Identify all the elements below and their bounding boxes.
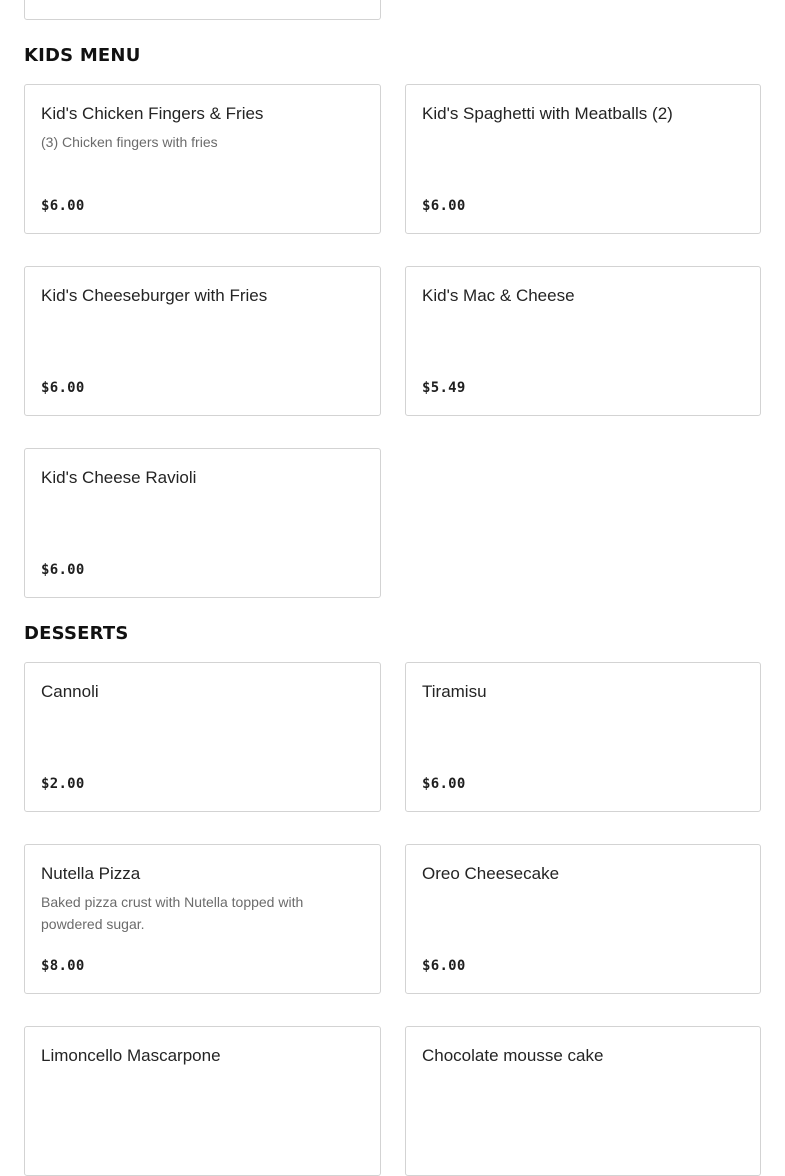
menu-item-card[interactable] xyxy=(24,84,381,234)
menu-item-card[interactable] xyxy=(24,0,381,20)
item-name: Kid's Spaghetti with Meatballs (2) xyxy=(422,104,673,123)
item-price: $6.00 xyxy=(422,958,466,974)
item-price: $6.00 xyxy=(41,198,85,214)
item-price: $6.00 xyxy=(422,198,466,214)
menu-item-card[interactable] xyxy=(24,448,381,598)
menu-item-card[interactable] xyxy=(24,662,381,812)
item-name: Nutella Pizza xyxy=(41,864,141,883)
menu-item-card[interactable] xyxy=(24,266,381,416)
item-price: $8.00 xyxy=(41,958,85,974)
item-description: (3) Chicken fingers with fries xyxy=(41,134,218,150)
item-price: $6.00 xyxy=(41,562,85,578)
menu-item-card[interactable] xyxy=(405,84,761,234)
menu-item-card[interactable] xyxy=(24,844,381,994)
menu-item-card[interactable] xyxy=(405,1026,761,1176)
item-name: Kid's Cheeseburger with Fries xyxy=(41,286,268,305)
item-name: Kid's Cheese Ravioli xyxy=(41,468,197,487)
item-price: $6.00 xyxy=(41,380,85,396)
item-name: Kid's Chicken Fingers & Fries xyxy=(41,104,264,123)
menu-item-card[interactable] xyxy=(24,1026,381,1176)
item-name: Cannoli xyxy=(41,682,99,701)
item-price: $2.00 xyxy=(41,776,85,792)
item-name: Tiramisu xyxy=(422,682,487,701)
section-title-kids-menu: KIDS MENU xyxy=(24,45,141,66)
section-title-desserts: DESSERTS xyxy=(24,623,129,644)
item-price: $6.00 xyxy=(422,776,466,792)
item-name: Limoncello Mascarpone xyxy=(41,1046,221,1065)
item-price: $5.49 xyxy=(422,380,466,396)
item-name: Chocolate mousse cake xyxy=(422,1046,604,1065)
item-name: Kid's Mac & Cheese xyxy=(422,286,575,305)
item-name: Oreo Cheesecake xyxy=(422,864,560,883)
item-description: Baked pizza crust with Nutella topped with powdered sugar. xyxy=(41,894,304,932)
menu-item-card[interactable] xyxy=(405,662,761,812)
menu-item-card[interactable] xyxy=(405,844,761,994)
menu-item-card[interactable] xyxy=(405,266,761,416)
